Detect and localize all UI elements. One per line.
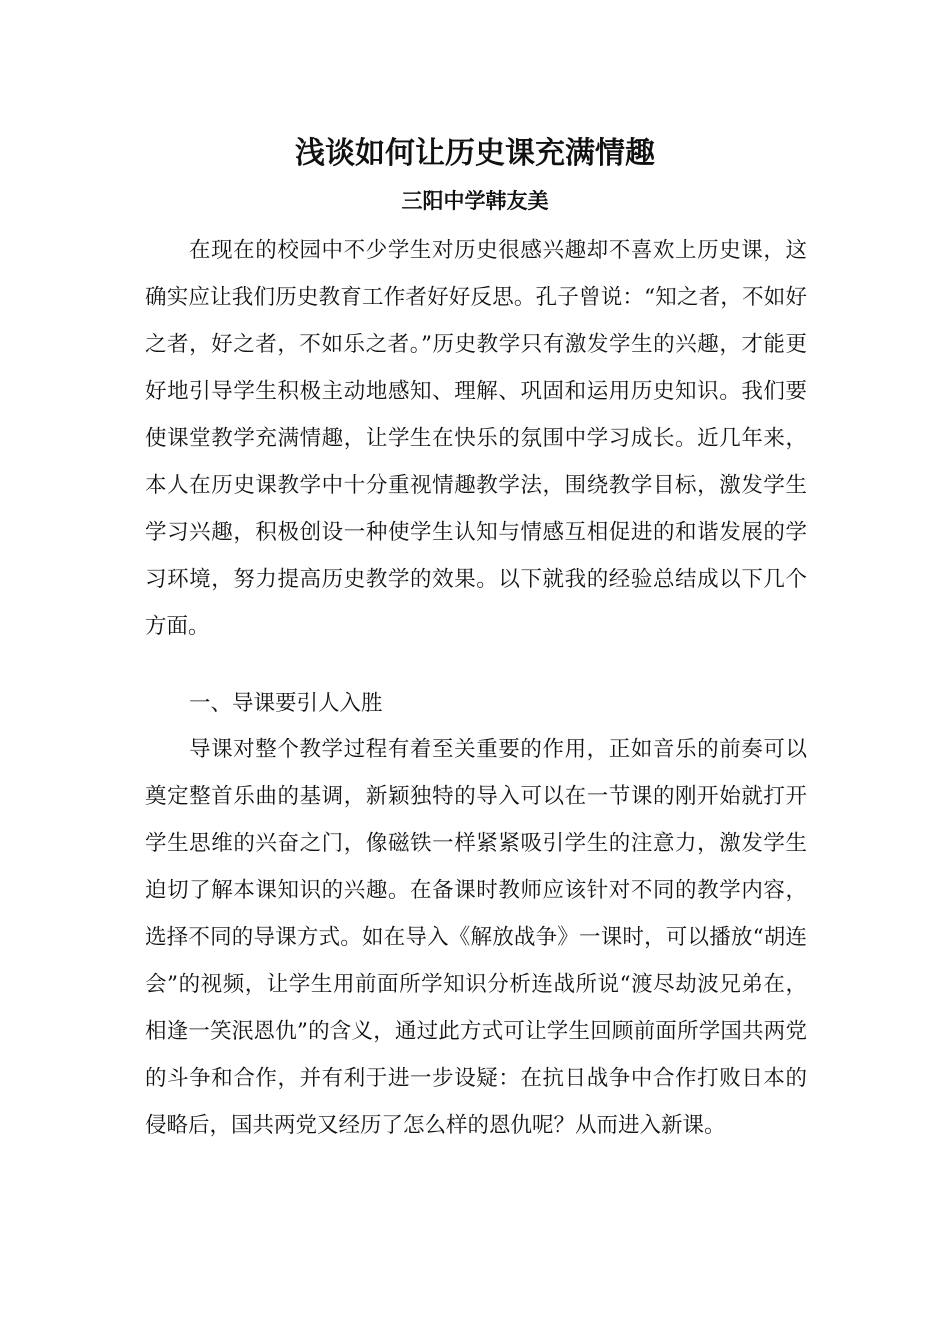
author-line: 三阳中学韩友美	[401, 189, 549, 213]
document-title: 浅谈如何让历史课充满情趣	[295, 136, 655, 171]
paragraph-section-1: 导课对整个教学过程有着至关重要的作用，正如音乐的前奏可以奠定整首乐曲的基调，新颖独特的导入可以在一节课的刚开始就打开学生思维的兴奋之门，像磁铁一样紧紧吸引学生的注意力，激发学生迫切了解本课知识的兴趣。在备课时教师应该针对不同的教学内容，选择不同的导课方式。如在导入《解放战争》一课时，可以播放“胡连会”的视频，让学生用前面所学知识分析连战所说“渡尽劫波兄弟在，相逢一笑泯恩仇”的含义，通过此方式可让学生回顾前面所学国共两党的斗争和合作，并有利于进一步设疑：在抗日战争中合作打败日本的侵略后，国共两党又经历了怎么样的恩仇呢？从而进入新课。	[145, 737, 807, 1138]
intro-block	[145, 227, 807, 650]
section-heading-1: 一、导课要引人入胜	[189, 691, 383, 716]
section-body-block	[145, 726, 807, 1149]
paragraph-intro: 在现在的校园中不少学生对历史很感兴趣却不喜欢上历史课，这确实应让我们历史教育工作者好好反思。孔子曾说：“知之者，不如好之者，好之者，不如乐之者。”历史教学只有激发学生的兴趣，才能更好地引导学生积极主动地感知、理解、巩固和运用历史知识。我们要使课堂教学充满情趣，让学生在快乐的氛围中学习成长。近几年来，本人在历史课教学中十分重视情趣教学法，围绕教学目标，激发学生学习兴趣，积极创设一种使学生认知与情感互相促进的和谐发展的学习环境，努力提高历史教学的效果。以下就我的经验总结成以下几个方面。	[145, 238, 807, 639]
section-heading-block	[145, 680, 807, 727]
